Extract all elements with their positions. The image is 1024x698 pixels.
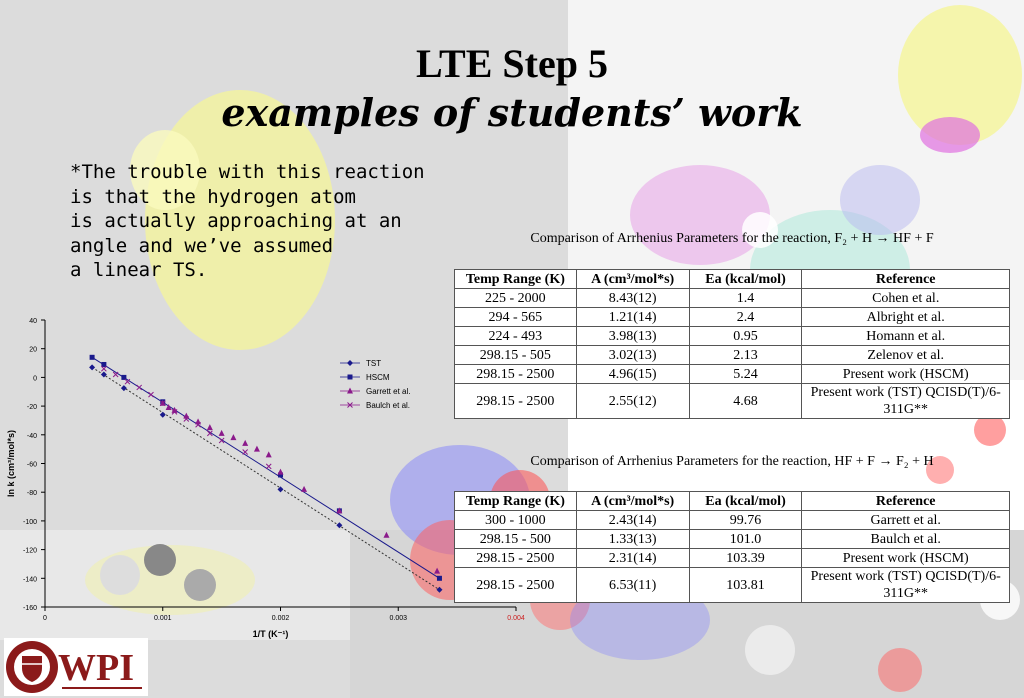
table-cell: 103.81	[689, 568, 802, 603]
legend-label: HSCM	[366, 373, 390, 382]
x-tick-label: 0	[43, 615, 47, 622]
table-cell: Garrett et al.	[802, 511, 1010, 530]
table-cell: 298.15 - 505	[455, 346, 577, 365]
table-cell: 298.15 - 500	[455, 530, 577, 549]
page-subtitle: examples of students’ work	[221, 90, 803, 135]
table-cell: 298.15 - 2500	[455, 549, 577, 568]
data-point	[434, 568, 440, 574]
y-tick-label: -100	[22, 518, 37, 526]
note-line: is that the hydrogen atom	[70, 185, 356, 208]
data-point	[436, 587, 442, 593]
table-cell: 2.31(14)	[576, 549, 689, 568]
table-header: Temp Range (K)	[455, 492, 577, 511]
table-header: A (cm³/mol*s)	[576, 492, 689, 511]
table-header: Temp Range (K)	[455, 270, 577, 289]
table-cell: 2.55(12)	[576, 384, 689, 419]
data-point	[230, 434, 236, 440]
table-cell: Present work (TST) QCISD(T)/6-311G**	[802, 384, 1010, 419]
legend-marker	[347, 360, 353, 366]
x-axis-label: 1/T (K⁻¹)	[252, 629, 289, 639]
note-line: is actually approaching at an	[70, 210, 402, 232]
note-line: *The trouble with this reaction	[70, 161, 425, 183]
table-cell: 2.4	[689, 308, 802, 327]
table-cell: Present work (HSCM)	[802, 549, 1010, 568]
table-cell: Zelenov et al.	[802, 346, 1010, 365]
data-point	[195, 418, 201, 424]
table-cell: 3.02(13)	[576, 346, 689, 365]
table-cell: 8.43(12)	[576, 289, 689, 308]
x-tick-label: 0.003	[389, 615, 408, 622]
table-cell: 1.33(13)	[576, 530, 689, 549]
y-tick-label: -60	[26, 461, 37, 469]
table-cell: 99.76	[689, 511, 802, 530]
table-cell: Cohen et al.	[802, 289, 1010, 308]
data-point	[160, 412, 166, 418]
legend-label: Garrett et al.	[366, 387, 411, 396]
data-point	[254, 446, 260, 452]
y-tick-label: -40	[26, 432, 37, 440]
table-cell: 298.15 - 2500	[455, 365, 577, 384]
y-tick-label: -140	[22, 576, 37, 584]
table-cell: 300 - 1000	[455, 511, 577, 530]
table-cell: 5.24	[689, 365, 802, 384]
data-point	[137, 385, 142, 390]
data-point	[219, 430, 225, 436]
table-header: Ea (kcal/mol)	[689, 492, 802, 511]
table-cell: 0.95	[689, 327, 802, 346]
table-cell: 3.98(13)	[576, 327, 689, 346]
table-header: Reference	[802, 270, 1010, 289]
table-cell: Present work (TST) QCISD(T)/6-311G**	[802, 568, 1010, 603]
table-cell: 2.13	[689, 346, 802, 365]
data-point	[243, 450, 248, 455]
data-point	[148, 392, 153, 397]
y-tick-label: 20	[29, 346, 37, 354]
y-tick-label: -160	[22, 605, 37, 612]
y-axis-label: ln k (cm³/mol*s)	[6, 429, 16, 498]
table-cell: 294 - 565	[455, 308, 577, 327]
data-point	[89, 364, 95, 370]
data-point	[266, 451, 272, 457]
y-tick-label: 40	[29, 318, 37, 325]
table-cell: 298.15 - 2500	[455, 384, 577, 419]
data-point	[101, 366, 106, 371]
legend-label: TST	[366, 359, 382, 368]
table-cell: 4.96(15)	[576, 365, 689, 384]
table-header: Reference	[802, 492, 1010, 511]
logo-wordmark: WPI	[58, 647, 134, 689]
table-cell: Albright et al.	[802, 308, 1010, 327]
y-tick-label: -20	[26, 404, 37, 412]
y-tick-label: -80	[26, 490, 37, 498]
table-cell: 225 - 2000	[455, 289, 577, 308]
page-title: LTE Step 5	[416, 41, 608, 86]
y-tick-label: 0	[33, 375, 37, 383]
arrhenius-plot	[0, 300, 540, 650]
table-caption-reverse: Comparison of Arrhenius Parameters for the reaction, HF + F → F₂ + H	[530, 454, 934, 469]
data-point	[101, 362, 106, 367]
legend-label: Baulch et al.	[366, 401, 411, 410]
legend-marker	[348, 375, 353, 380]
table-cell: 224 - 493	[455, 327, 577, 346]
data-point	[278, 469, 284, 475]
table-cell: 4.68	[689, 384, 802, 419]
y-tick-label: -120	[22, 547, 37, 555]
data-point	[242, 440, 248, 446]
table-header: Ea (kcal/mol)	[689, 270, 802, 289]
data-point	[207, 424, 213, 430]
data-point	[90, 355, 95, 360]
table-cell: Present work (HSCM)	[802, 365, 1010, 384]
table-cell: 6.53(11)	[576, 568, 689, 603]
table-cell: 101.0	[689, 530, 802, 549]
table-header: A (cm³/mol*s)	[576, 270, 689, 289]
table-cell: Homann et al.	[802, 327, 1010, 346]
note-line: angle and we’ve assumed	[70, 234, 334, 257]
note-line: a linear TS.	[70, 259, 208, 281]
data-point	[437, 576, 442, 581]
wpi-logo	[4, 638, 148, 696]
x-tick-label: 0.002	[271, 615, 290, 622]
x-tick-label: 0.004	[507, 615, 525, 622]
data-point	[383, 532, 389, 538]
table-cell: 298.15 - 2500	[455, 568, 577, 603]
data-point	[121, 385, 127, 391]
table-caption-forward: Comparison of Arrhenius Parameters for the reaction, F₂ + H → HF + F	[530, 231, 934, 246]
data-point	[266, 464, 271, 469]
note-text	[70, 160, 425, 283]
table-cell: Baulch et al.	[802, 530, 1010, 549]
table-cell: 2.43(14)	[576, 511, 689, 530]
legend-marker	[347, 388, 353, 394]
data-point	[301, 486, 307, 492]
table-cell: 1.4	[689, 289, 802, 308]
table-cell: 1.21(14)	[576, 308, 689, 327]
table-cell: 103.39	[689, 549, 802, 568]
x-tick-label: 0.001	[153, 615, 172, 622]
data-point	[121, 375, 126, 380]
